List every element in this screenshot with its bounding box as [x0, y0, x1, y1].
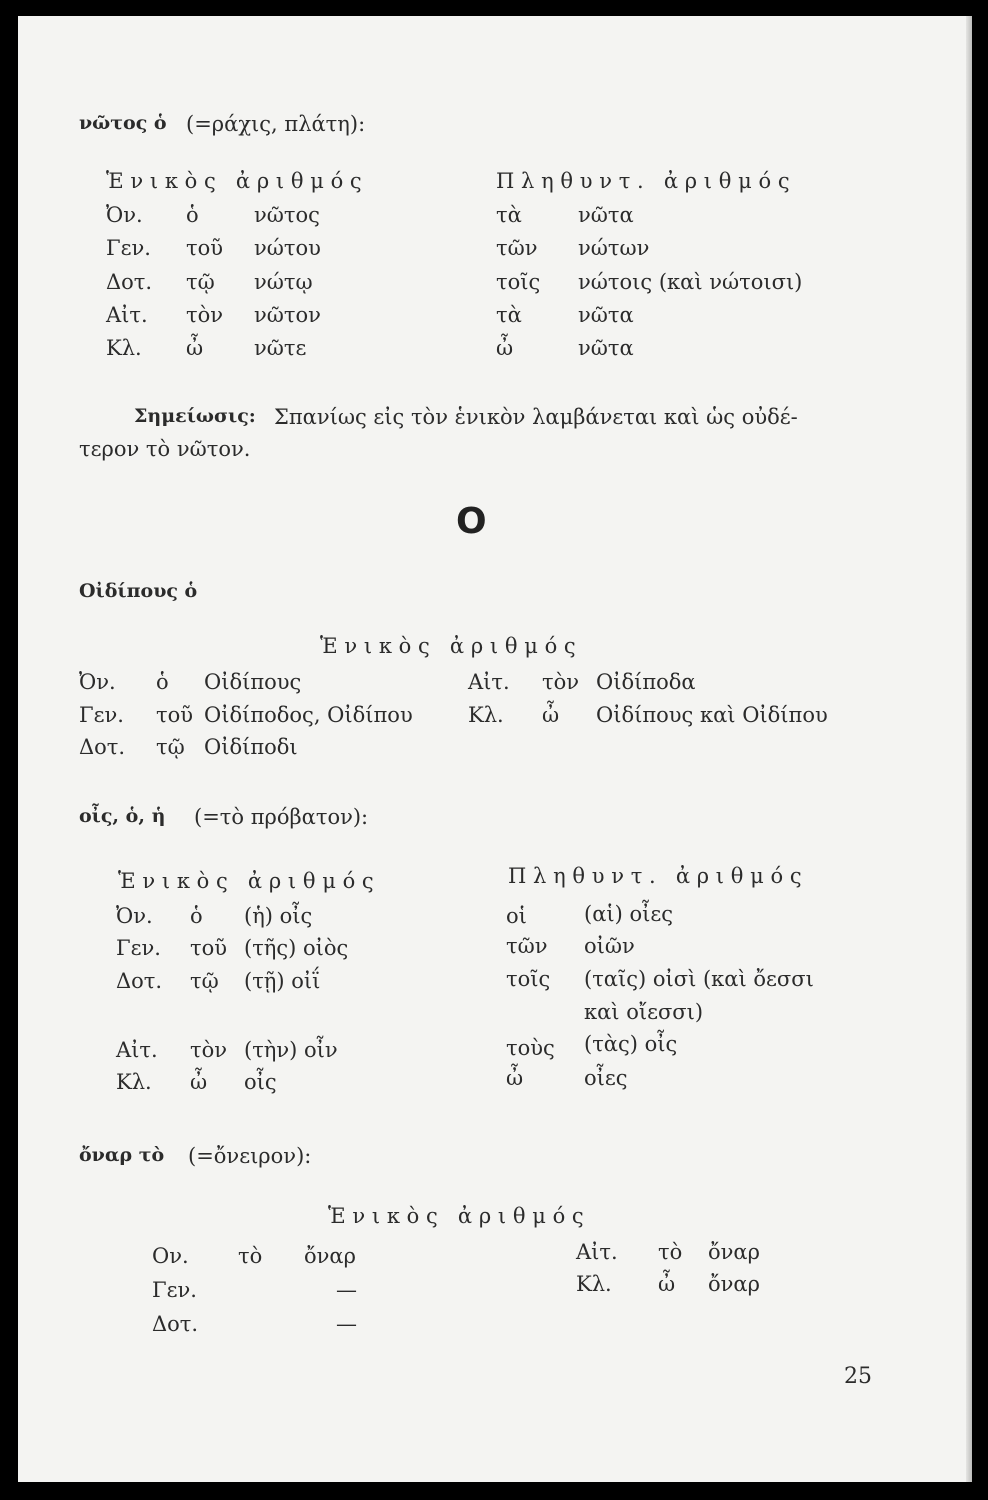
case-label: Αἰτ. — [468, 670, 510, 694]
article: τοῖς — [496, 270, 541, 294]
case-label: Αἰτ. — [106, 303, 148, 327]
article: τῷ — [156, 735, 185, 759]
noun-form: νώτοις (καὶ νώτοισι) — [578, 270, 803, 294]
article: τὰ — [496, 303, 522, 327]
gloss-ois: (=τὸ πρόβατον): — [194, 805, 369, 829]
lemma-onar: ὄναρ τὸ — [79, 1144, 165, 1166]
article: τὰ — [496, 203, 522, 227]
article: ὦ — [658, 1272, 676, 1296]
header-singular: Ἑνικὸς ἀριθμός — [320, 634, 583, 658]
article: τοῦ — [156, 703, 194, 727]
noun-form: Οἰδίποδος, Οἰδίπου — [204, 703, 413, 727]
lemma-notos: νῶτος ὁ — [79, 112, 167, 134]
noun-form: νῶτον — [254, 303, 321, 327]
case-label: Γεν. — [152, 1278, 197, 1302]
noun-form: (ταῖς) οἰσὶ (καὶ ὄεσσι — [584, 967, 814, 991]
article: τοῦ — [186, 236, 224, 260]
noun-form: — — [336, 1312, 357, 1336]
article: τὸν — [186, 303, 224, 327]
article: τὸν — [190, 1038, 228, 1062]
noun-form: Οἰδίποδι — [204, 735, 298, 759]
case-label: Δοτ. — [116, 969, 163, 993]
noun-form: Οἰδίπους καὶ Οἰδίπου — [596, 703, 828, 727]
case-label: Δοτ. — [106, 270, 153, 294]
case-label: Κλ. — [468, 703, 504, 727]
article: ὦ — [506, 1066, 524, 1090]
article: ὦ — [542, 703, 560, 727]
article: τῶν — [496, 236, 538, 260]
noun-form: νώτων — [578, 236, 650, 260]
noun-form: ὄναρ — [708, 1272, 760, 1296]
case-label: Ὀν. — [106, 203, 143, 227]
case-label: Αἰτ. — [116, 1038, 158, 1062]
noun-form: νῶτα — [578, 203, 634, 227]
noun-form: Οἰδίπους — [204, 670, 302, 694]
lemma-ois: οἶς, ὁ, ἡ — [79, 805, 166, 827]
noun-form: νῶτα — [578, 303, 634, 327]
case-label: Αἰτ. — [576, 1240, 618, 1264]
article: τῶν — [506, 934, 548, 958]
case-label: Γεν. — [79, 703, 124, 727]
noun-form-continued: καὶ οἴεσσι) — [584, 1000, 704, 1024]
article: τὸ — [658, 1240, 683, 1264]
article: ὦ — [496, 336, 514, 360]
article: τοῖς — [506, 967, 551, 991]
noun-form: ὄναρ — [708, 1240, 760, 1264]
case-label: Γεν. — [116, 936, 161, 960]
article: τῷ — [190, 969, 219, 993]
book-page — [18, 16, 972, 1482]
noun-form: νώτου — [254, 236, 321, 260]
noun-form: νῶτος — [254, 203, 320, 227]
noun-form: (τῇ) οἰΐ — [244, 969, 321, 993]
header-plural: Πληθυντ. ἀριθμός — [508, 864, 809, 888]
case-label: Κλ. — [576, 1272, 612, 1296]
case-label: Δοτ. — [152, 1312, 199, 1336]
section-letter: Ο — [456, 501, 487, 542]
article: τοῦ — [190, 936, 228, 960]
note-label: Σημείωσις: — [134, 405, 256, 427]
noun-form: (τὰς) οἶς — [584, 1032, 678, 1056]
noun-form: (ἡ) οἶς — [244, 904, 313, 928]
case-label: Ὀν. — [116, 904, 153, 928]
noun-form: οἶς — [244, 1070, 277, 1094]
noun-form: ὄναρ — [304, 1244, 356, 1268]
header-singular: Ἑνικὸς ἀριθμός — [118, 869, 381, 893]
case-label: Γεν. — [106, 236, 151, 260]
note-text-continued: τερον τὸ νῶτον. — [79, 437, 251, 461]
article: τὸν — [542, 670, 580, 694]
header-singular: Ἑνικὸς ἀριθμός — [106, 169, 369, 193]
noun-form: (τῆς) οἰὸς — [244, 936, 349, 960]
article: ὦ — [190, 1070, 208, 1094]
header-plural: Πληθυντ. ἀριθμός — [496, 169, 797, 193]
article: τοὺς — [506, 1036, 555, 1060]
case-label: Κλ. — [106, 336, 142, 360]
case-label: Ὀν. — [79, 670, 116, 694]
article: ὦ — [186, 336, 204, 360]
article: τὸ — [238, 1244, 263, 1268]
page-number: 25 — [844, 1364, 872, 1389]
header-singular: Ἑνικὸς ἀριθμός — [328, 1204, 591, 1228]
noun-form: Οἰδίποδα — [596, 670, 696, 694]
case-label: Κλ. — [116, 1070, 152, 1094]
noun-form: (τὴν) οἶν — [244, 1038, 338, 1062]
noun-form: (αἱ) οἶες — [584, 902, 673, 926]
noun-form: — — [336, 1278, 357, 1302]
noun-form: οἶες — [584, 1066, 628, 1090]
gloss-onar: (=ὄνειρον): — [188, 1144, 312, 1168]
article: ὁ — [156, 670, 169, 694]
lemma-oidipous: Οἰδίπους ὁ — [79, 580, 198, 602]
article: ὁ — [186, 203, 199, 227]
noun-form: νῶτε — [254, 336, 307, 360]
article: ὁ — [190, 904, 203, 928]
article: οἱ — [506, 904, 527, 928]
gloss-notos: (=ράχις, πλάτη): — [186, 112, 366, 136]
case-label: Ον. — [152, 1244, 189, 1268]
noun-form: νῶτα — [578, 336, 634, 360]
noun-form: νώτῳ — [254, 270, 313, 294]
noun-form: οἰῶν — [584, 934, 635, 958]
article: τῷ — [186, 270, 215, 294]
case-label: Δοτ. — [79, 735, 126, 759]
note-text: Σπανίως εἰς τὸν ἑνικὸν λαμβάνεται καὶ ὡς οὐδέ- — [274, 405, 798, 429]
